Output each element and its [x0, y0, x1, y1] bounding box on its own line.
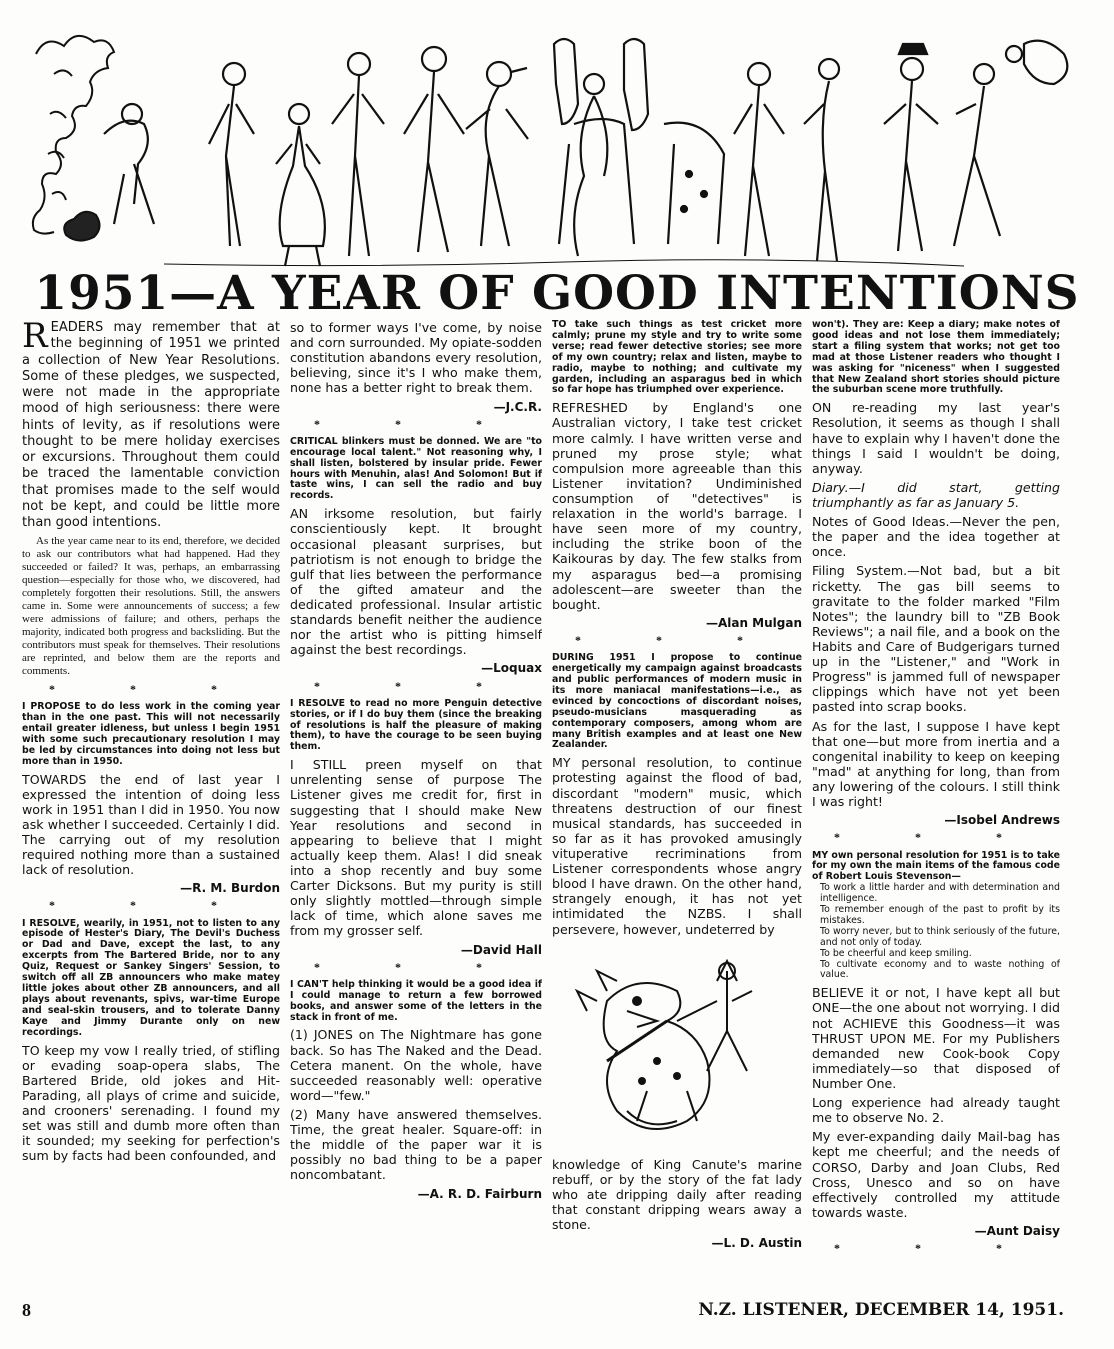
loquax-report: AN irksome resolution, but fairly conscientiously kept. It brought occasional pleasant surprises, but patriotism is not enough to bridge the gulf that lies between the performance of the gifted amateur and the dedicated professional. Insular artistic standards benefit neither the audience nor the artist who is pitting himself against the best recordings. — [290, 506, 542, 658]
hall-signature: —David Hall — [460, 942, 542, 957]
column-1 — [22, 320, 280, 1250]
daisy-report-2: Long experience had already taught me to observe No. 2. — [812, 1095, 1060, 1126]
st-george-dragon-illustration — [567, 941, 787, 1151]
section-divider: * * * — [314, 416, 518, 431]
daisy-code-item: To remember enough of the past to profit by its mistakes. — [820, 904, 1060, 926]
publication-footer: N.Z. LISTENER, DECEMBER 14, 1951. — [698, 1300, 1064, 1320]
section-divider: * * * — [314, 678, 518, 693]
austin-signature: —L. D. Austin — [711, 1236, 802, 1250]
daisy-code-item: To worry never, but to think seriously of the future, and not only of today. — [820, 925, 1060, 948]
burdon-signature: —R. M. Burdon — [180, 881, 280, 896]
andrews-resolution-end: won't). They are: Keep a diary; make notes of good ideas and not lose them immediately; start a filing system that works; not get too mad at those Listener readers who thought I was asking for "niceness" when I suggested that New Zealand short stories should picture the suburban scene more truthfully. — [812, 320, 1060, 396]
headline: 1951—A YEAR OF GOOD INTENTIONS — [34, 266, 1080, 321]
andrews-report-4: Filing System.—Not bad, but a bit ricketty. The gas bill seems to gravitate to the folder marked "Film Notes"; the laundry bill to "ZB Book Reviews"; a nail file, and a book on the Habits and Care of Budgerigars turned up in the "Listener," and "Work in Progress" is jammed full of newspaper clippings which have not yet been pasted into scrap books. — [812, 563, 1060, 715]
fairburn-report-2: (2) Many have answered themselves. Time, the great healer. Square-off: in the middle of the paper war it is possibly no bad thing to be a paper noncombatant. — [290, 1107, 542, 1183]
daisy-resolution: MY own personal resolution for 1951 is to take for my own the main items of the famous code of Robert Louis Stevenson— To work a little harder and with determination and intelligence. To remember enough of the past to profit by its mistakes. To worry never, but to think seriously of the future, and not only of today. To be cheerful and keep smiling. To cultivate economy and to waste nothing of value. — [812, 849, 1060, 981]
smoke-cloud-illustration — [33, 36, 114, 241]
section-divider: * * * — [575, 633, 779, 648]
daisy-report-1: BELIEVE it or not, I have kept all but ONE—the one about not worrying. I did not ACHIEVE this Goodness—it was THRUST UPON ME. For my Publishers demanded new Cook-book Copy immediately—so that disposed of Number One. — [812, 985, 1060, 1092]
daisy-code-item: To work a little harder and with determination and intelligence. — [820, 882, 1060, 905]
burdon-resolution: I PROPOSE to do less work in the coming year than in the one past. This will not necessarily entail greater idleness, but unless I begin 1951 with some such precautionary resolution I may be led by circumstances into doing not less but more than in 1950. — [22, 701, 280, 767]
fairburn-report-1: (1) JONES on The Nightmare has gone back. So has The Naked and the Dead. Cetera manent. On the whole, have succeeded reasonably well: operative word—"few." — [290, 1027, 542, 1103]
section-divider: * * * — [49, 898, 253, 913]
andrews-report-3: Notes of Good Ideas.—Never the pen, the paper and the idea together at once. — [812, 514, 1060, 560]
andrews-report-2: Diary.—I did start, getting triumphantly as far as January 5. — [812, 479, 1060, 510]
austin-resolution: DURING 1951 I propose to continue energetically my campaign against broadcasts and public performances of modern music in its more maniacal manifestations—i.e., as evinced by concoctions of discordant noises, pseudo-musicians masquerading as contemporary composers, among whom are many British examples and at least one New Zealander. — [552, 652, 802, 751]
jcr-signature: —J.C.R. — [493, 399, 542, 414]
loquax-resolution: CRITICAL blinkers must be donned. We are "to encourage local talent." Not reasoning why, I shall listen, bolstered by insular pride. Fewer hours with Menuhin, alas! And Solomon! But if taste wins, I can sell the radio and buy records. — [290, 435, 542, 502]
austin-report-part-1: MY personal resolution, to continue protesting against the flood of bad, discordant "modern" music, which threatens destruction of our finest musical standards, has succeeded in so far as it has provoked amusingly vituperative recriminations from Listener correspondents whose angry blood I have drawn. On the other hand, strangely enough, it has not yet intimidated the NZBS. I shall persevere, however, undeterred by — [552, 755, 802, 937]
fairburn-resolution: I CAN'T help thinking it would be a good idea if I could manage to return a few borrowed books, and answer some of the letters in the stack in front of me. — [290, 978, 542, 1023]
intro-paragraph-2: As the year came near to its end, therefore, we decided to ask our contributors what had happened. Had they succeeded or failed? It was, perhaps, an embarrassing question—especially for those who, we discovered, had completely forgotten their resolutions. Still, the answers came in. Some were announcements of success; a few were admissions of failure; and others, perhaps the majority, indicated both progress and backsliding. But the contributors must speak for themselves. Their resolutions are reprinted, and below them are the reports and comments. — [22, 535, 280, 677]
daisy-code-item: To be cheerful and keep smiling. — [820, 947, 972, 959]
column-4 — [812, 320, 1060, 1250]
hall-report: I STILL preen myself on that unrelenting sense of purpose The Listener gives me credit for, first in suggesting that I should make New Year resolutions and second in appearing to believe that I might actually keep them. Alas! I did sneak into a shop recently and buy some Carter Dicksons. But my purity is still only slightly mottled—through simple lack of time, which alone saves me from my grosser self. — [290, 757, 542, 939]
section-divider: * * * — [49, 681, 253, 696]
section-divider: * * * — [834, 1241, 1038, 1250]
loquax-signature: —Loquax — [481, 661, 542, 676]
daisy-code-item: To cultivate economy and to waste nothing of value. — [820, 958, 1060, 981]
mulgan-resolution: TO take such things as test cricket more calmly; prune my style and try to write some verse; read fewer detective stories; see more of my own country; relax and listen, maybe to radio, maybe to nothing; and cultivate my garden, including an asparagus bed in which so far hope has triumphed over experience. — [552, 320, 802, 396]
burdon-report: TOWARDS the end of last year I expressed the intention of doing less work in 1951 than I did in 1950. You now ask whether I succeeded. Certainly I did. The carrying out of my resolution required nothing more than a sustained lack of resolution. — [22, 771, 280, 878]
jcr-report-part-1: TO keep my vow I really tried, of stifling or evading soap-opera slabs, The Bartered Bride, old jokes and Hit-Parading, all plays of crime and suicide, and crooners' serenading. I found my set was still and dumb more often than it sounded; my seeking for perfection's sum by facts had been confounded, and — [22, 1042, 280, 1164]
daisy-signature: —Aunt Daisy — [974, 1224, 1060, 1239]
walking-figures-illustration — [104, 39, 1067, 266]
jcr-resolution: I RESOLVE, wearily, in 1951, not to listen to any episode of Hester's Diary, The Devil's Duchess or Dad and Dave, except the last, to any excerpts from The Bartered Bride, nor to any Quiz, Request or Sankey Singers' Session, to switch off all ZB announcers who make matey little jokes about other ZB announcers, and all plays about revenants, spivs, war-time Europe and seal-skin trousers, and to tolerate Danny Kaye and Jimmy Durante only on new recordings. — [22, 917, 280, 1038]
hall-resolution: I RESOLVE to read no more Penguin detective stories, or if I do buy them (since the breaking of resolutions is half the pleasure of making them), to have the courage to be seen buying them. — [290, 697, 542, 753]
andrews-report-5: As for the last, I suppose I have kept that one—but more from inertia and a congenital inability to keep on keeping "mad" at anything for long, than from any lowering of the colours. I still think I was right! — [812, 718, 1060, 810]
banner-illustration — [14, 14, 1094, 270]
andrews-signature: —Isobel Andrews — [944, 813, 1060, 828]
fairburn-signature: —A. R. D. Fairburn — [417, 1186, 542, 1201]
mulgan-report: REFRESHED by England's one Australian victory, I take test cricket more calmly. I have written verse and pruned my prose style; what compulsion more agreeable than this Listener invitation? Undiminished consumption of "detectives" is relaxation in the world's barrage. I have seen more of my country, including the strike boon of the Kaikouras by day. The few stalks from my asparagus bed—a promising adolescent—are sweeter than the bought. — [552, 400, 802, 612]
column-2 — [290, 320, 542, 1250]
austin-report-part-2: knowledge of King Canute's marine rebuff, or by the story of the fat lady who ate dripping daily after reading that constant dripping wears away a stone. — [552, 1156, 802, 1233]
daisy-report-3: My ever-expanding daily Mail-bag has kept me cheerful; and the needs of CORSO, Darby and Joan Clubs, Red Cross, Unesco and so on have effectively controlled my attitude towards waste. — [812, 1129, 1060, 1220]
intro-paragraph-1: READERS may remember that at the beginning of 1951 we printed a collection of New Year Resolutions. Some of these pledges, we suspected, were not made in the appropriate mood of high seriousness: there were hints of levity, as if resolutions were thought to be mere holiday exercises or excursions. Throughout them could be traced the lamentable conviction that promises made to the self would not be kept, and could be little more than good intentions. — [22, 320, 280, 530]
andrews-report-1: ON re-reading my last year's Resolution, it seems as though I shall have to explain why I haven't done the things I said I wouldn't be doing, anyway. — [812, 400, 1060, 476]
page-number: 8 — [22, 1300, 31, 1320]
section-divider: * * * — [834, 830, 1038, 845]
mulgan-signature: —Alan Mulgan — [705, 615, 802, 630]
jcr-report-part-2: so to former ways I've come, by noise and corn surrounded. My opiate-sodden constitution abandons every resolution, believing, since it's I who make them, none has a better right to break them. — [290, 320, 542, 396]
column-3 — [552, 320, 802, 1250]
section-divider: * * * — [314, 959, 518, 974]
